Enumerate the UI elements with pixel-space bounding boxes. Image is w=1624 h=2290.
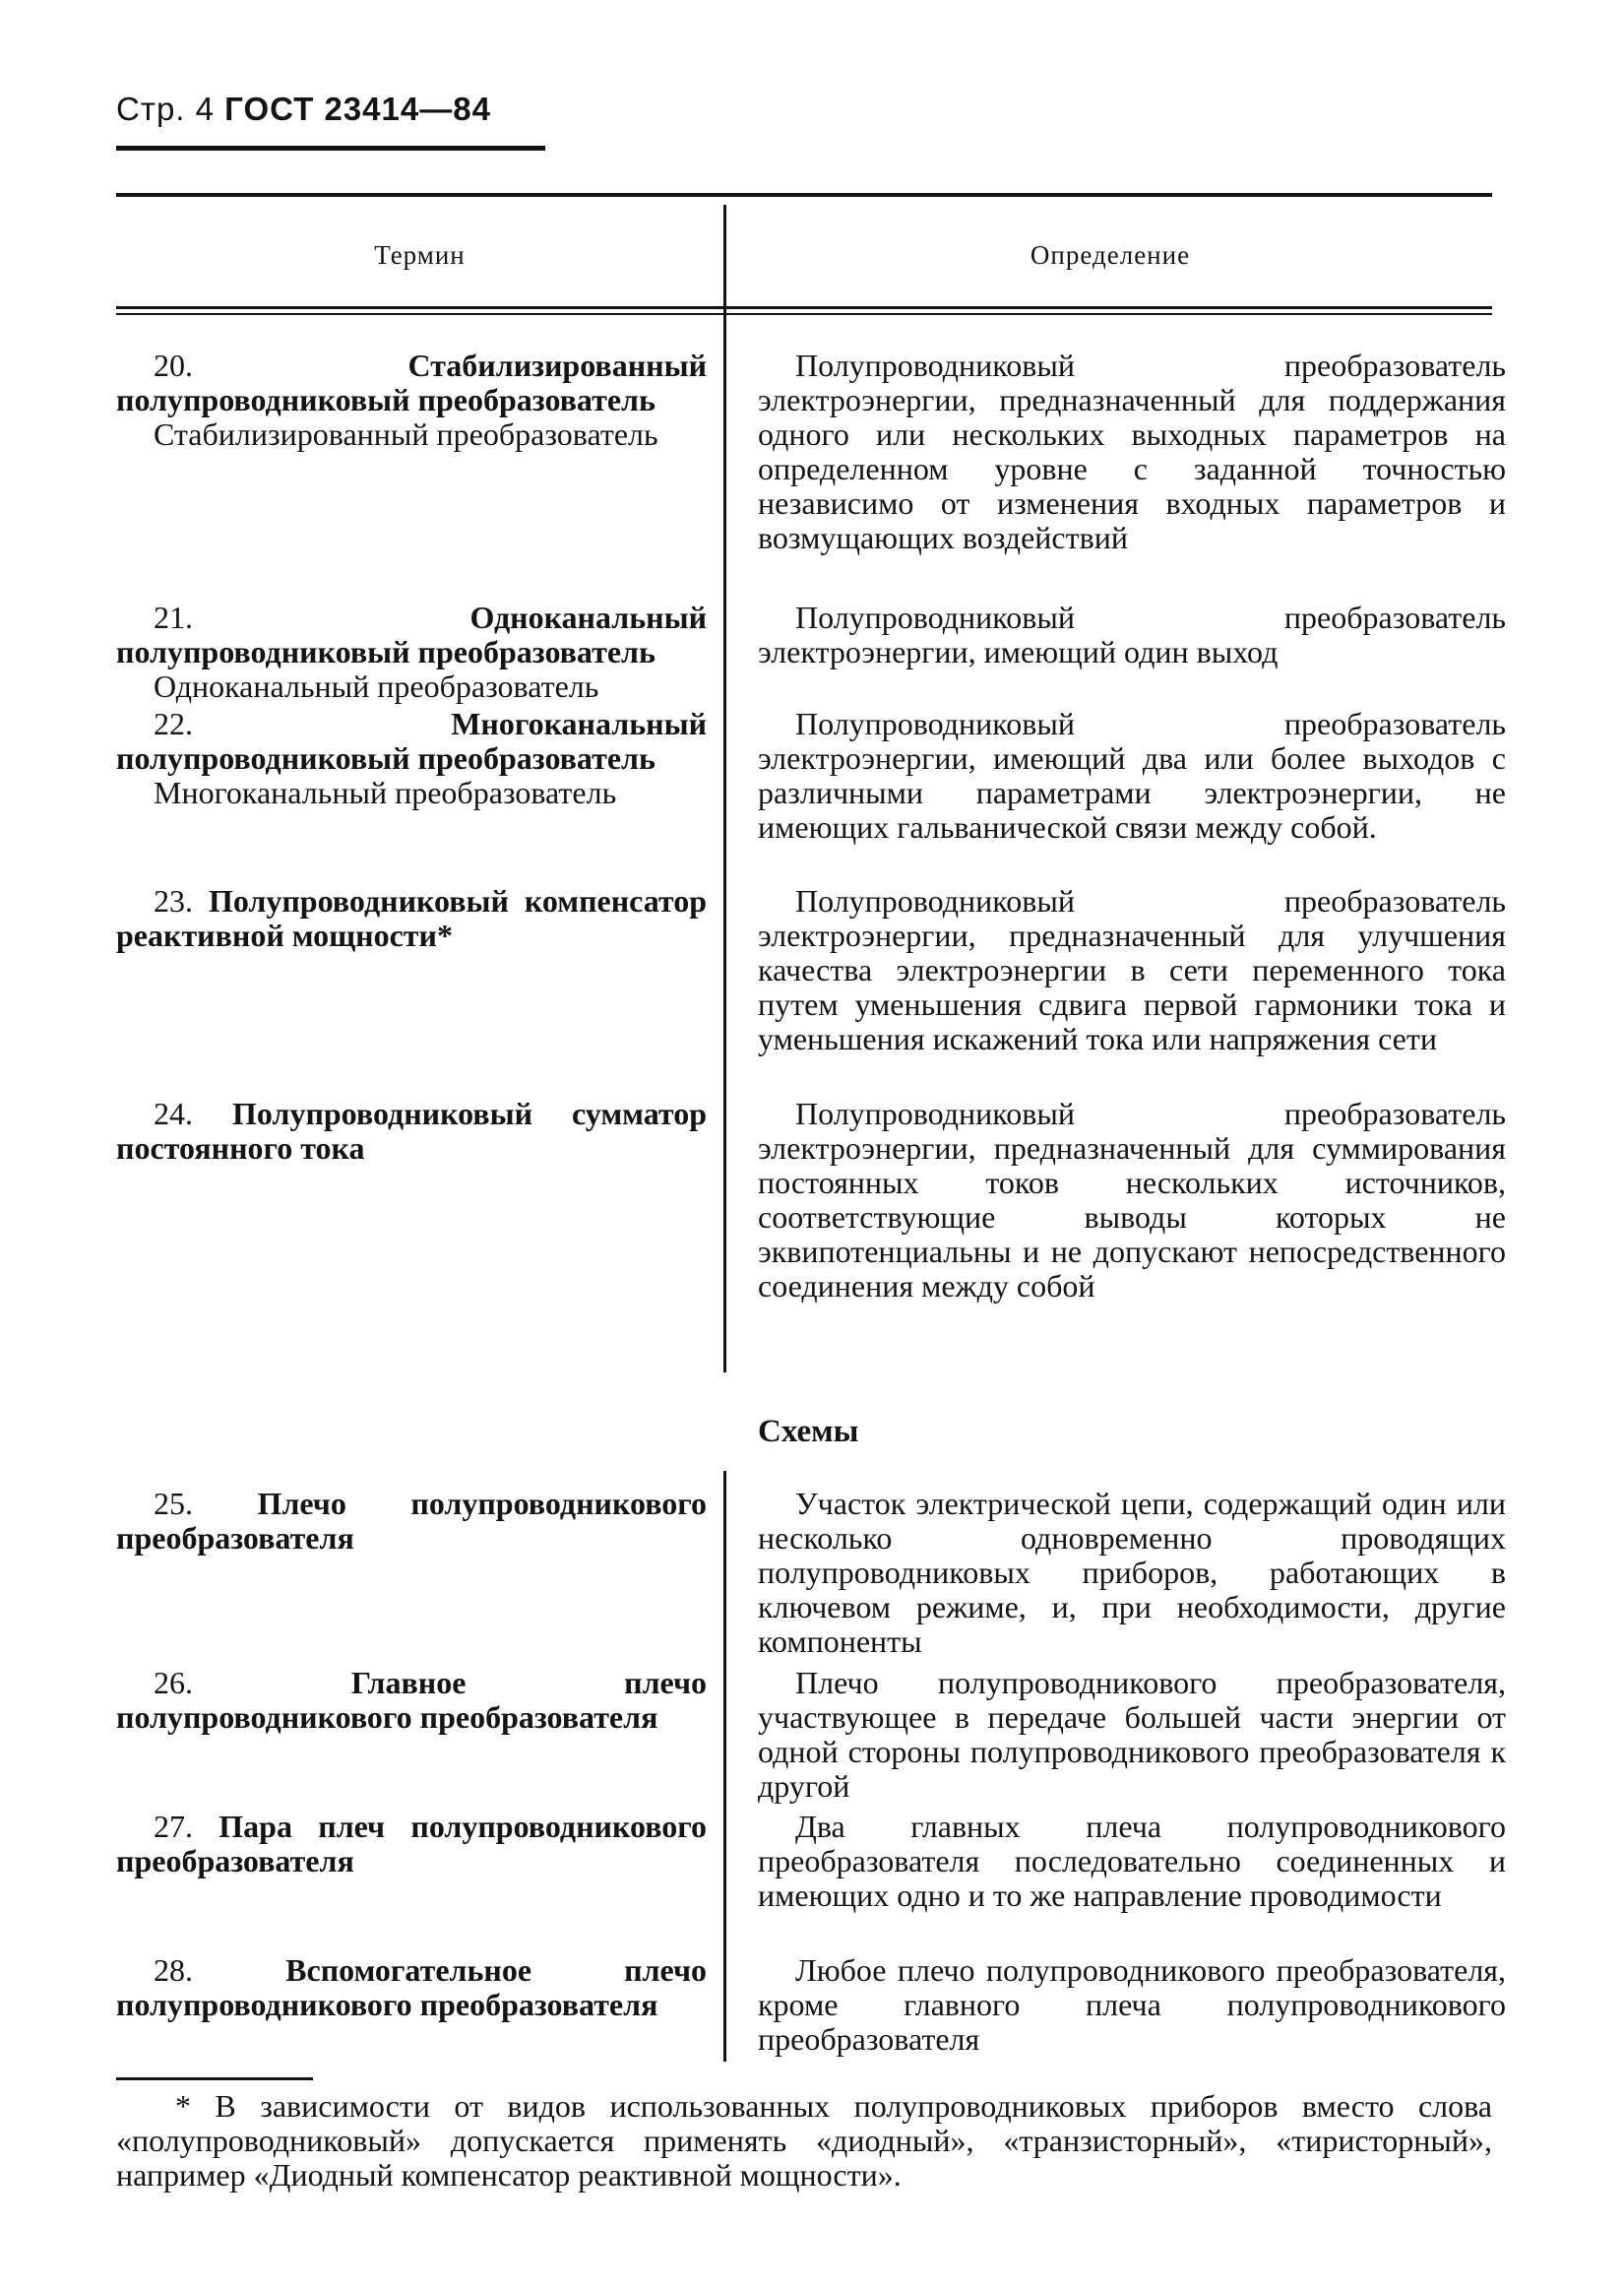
term-cell-28: [116, 1953, 707, 2022]
table-header-rule: [116, 306, 1492, 309]
column-divider: [723, 205, 726, 1372]
definition-cell-28: [758, 1953, 1506, 2057]
term-number: 21.: [154, 600, 193, 635]
definition-text: Два главных плеча полупроводникового преобразователя последовательно соединенных и имеющих одно и то же направление проводимости: [758, 1809, 1506, 1913]
section-heading: Схемы: [758, 1414, 859, 1449]
term-cell-20: [116, 349, 707, 452]
table-header-rule-2: [116, 313, 1492, 315]
term-cell-22: [116, 707, 707, 810]
definition-cell-25: [758, 1487, 1506, 1659]
header-underline: [116, 146, 545, 151]
term-name: Многоканальный полупроводниковый преобразователь: [116, 706, 707, 776]
definition-text: Полупроводниковый преобразователь электроэнергии, предназначенный для улучшения качества электроэнергии в сети переменного тока путем уменьшения сдвига первой гармоники тока и уменьшения искажений тока или напряжения сети: [758, 883, 1506, 1056]
term-name: Пара плеч полупроводникового преобразователя: [116, 1809, 707, 1878]
definition-cell-22: [758, 707, 1506, 845]
page-header: [116, 91, 491, 128]
term-number: 22.: [154, 706, 193, 741]
definition-cell-27: [758, 1810, 1506, 1913]
term-cell-24: [116, 1097, 707, 1166]
definition-cell-23: [758, 884, 1506, 1056]
footnote-text: * В зависимости от видов использованных полупроводниковых приборов вместо слова «полупроводниковый» допускается применять «диодный», «транзисторный», «тиристорный», например «Диодный компенсатор реактивной мощности».: [116, 2088, 1492, 2193]
term-name: Одноканальный полупроводниковый преобразователь: [116, 600, 707, 669]
term-number: 24.: [154, 1096, 193, 1131]
term-cell-21: [116, 601, 707, 704]
page-number: Стр. 4: [116, 91, 215, 127]
term-number: 26.: [154, 1665, 193, 1700]
definition-text: Полупроводниковый преобразователь электроэнергии, предназначенный для поддержания одного или нескольких выходных параметров на определенном уровне с заданной точностью независимо от изменения входных параметров и возмущающих воздействий: [758, 348, 1506, 555]
term-synonym: Многоканальный преобразователь: [154, 775, 617, 810]
table-top-rule: [116, 193, 1492, 197]
definition-text: Плечо полупроводникового преобразователя, участвующее в передаче большей части энергии от одной стороны полупроводникового преобразователя к другой: [758, 1665, 1506, 1804]
term-synonym: Стабилизированный преобразователь: [154, 416, 658, 452]
term-name: Плечо полупроводникового преобразователя: [116, 1486, 708, 1556]
term-number: 28.: [154, 1952, 193, 1988]
definition-cell-20: [758, 349, 1506, 555]
definition-text: Любое плечо полупроводникового преобразователя, кроме главного плеча полупроводникового преобразователя: [758, 1952, 1506, 2057]
definition-text: Участок электрической цепи, содержащий один или несколько одновременно проводящих полупроводниковых приборов, работающих в ключевом режиме, и, при необходимости, другие компоненты: [758, 1486, 1506, 1659]
standard-code: ГОСТ 23414—84: [224, 91, 491, 127]
definition-text: Полупроводниковый преобразователь электроэнергии, имеющий один выход: [758, 600, 1506, 669]
definition-cell-24: [758, 1097, 1506, 1304]
term-number: 20.: [154, 348, 193, 383]
definition-text: Полупроводниковый преобразователь электроэнергии, имеющий два или более выходов с различными параметрами электроэнергии, не имеющих гальванической связи между собой.: [758, 706, 1506, 845]
term-name: Стабилизированный полупроводниковый преобразователь: [116, 348, 707, 417]
term-name: Главное плечо полупроводникового преобразователя: [116, 1665, 707, 1735]
definition-cell-21: [758, 601, 1506, 669]
term-name: Полупроводниковый сумматор постоянного тока: [116, 1096, 708, 1166]
term-number: 23.: [154, 883, 193, 919]
term-name: Вспомогательное плечо полупроводникового преобразователя: [116, 1952, 708, 2022]
definition-text: Полупроводниковый преобразователь электроэнергии, предназначенный для суммирования постоянных токов нескольких источников, соответствующие выводы которых не эквипотенциальны и не допускают непосредственного соединения между собой: [758, 1096, 1506, 1304]
footnote: [116, 2089, 1492, 2193]
term-cell-25: [116, 1487, 707, 1556]
term-cell-23: [116, 884, 707, 953]
column-header-definition: Определение: [1030, 240, 1191, 270]
term-number: 27.: [154, 1809, 193, 1844]
term-synonym: Одноканальный преобразователь: [154, 668, 599, 704]
column-divider-lower: [723, 1471, 726, 2062]
term-number: 25.: [154, 1486, 193, 1521]
column-header-term: Термин: [374, 240, 466, 270]
term-name: Полупроводниковый компенсатор реактивной мощности*: [116, 883, 707, 953]
term-cell-27: [116, 1810, 707, 1878]
footnote-rule: [116, 2077, 313, 2080]
definition-cell-26: [758, 1666, 1506, 1804]
term-cell-26: [116, 1666, 707, 1735]
